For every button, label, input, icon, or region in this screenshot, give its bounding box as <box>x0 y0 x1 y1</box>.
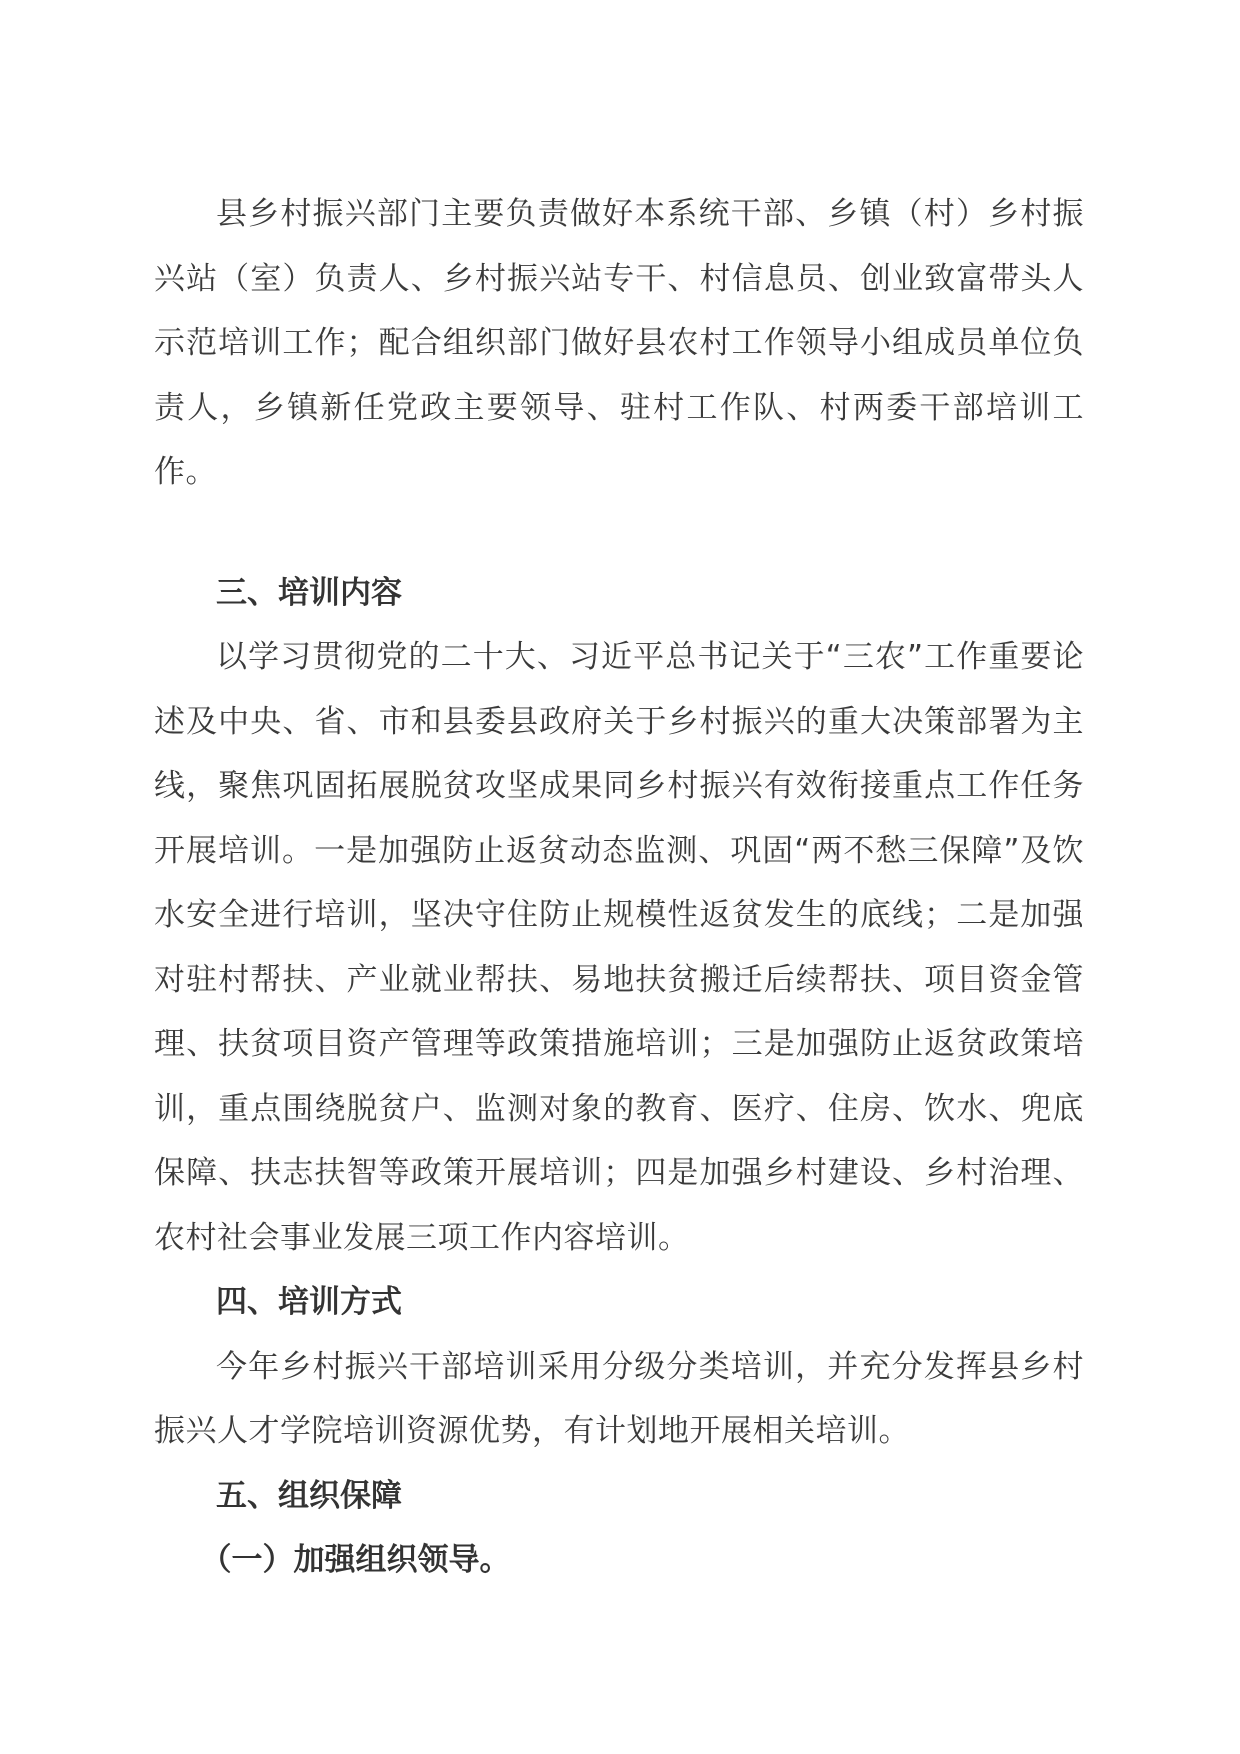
paragraph-training-content: 以学习贯彻党的二十大、习近平总书记关于“三农”工作重要论述及中央、省、市和县委县政府关于乡村振兴的重大决策部署为主线，聚焦巩固拓展脱贫攻坚成果同乡村振兴有效衔接重点工作任务开展培训。一是加强防止返贫动态监测、巩固“两不愁三保障”及饮水安全进行培训，坚决守住防止规模性返贫发生的底线；二是加强对驻村帮扶、产业就业帮扶、易地扶贫搬迁后续帮扶、项目资金管理、扶贫项目资产管理等政策措施培训；三是加强防止返贫政策培训，重点围绕脱贫户、监测对象的教育、医疗、住房、饮水、兜底保障、扶志扶智等政策开展培训；四是加强乡村建设、乡村治理、农村社会事业发展三项工作内容培训。 <box>154 639 1084 1256</box>
section-heading-training-content: 三、培训内容 <box>216 574 402 611</box>
section-heading-organization: 五、组织保障 <box>216 1477 402 1514</box>
section-heading-training-method: 四、培训方式 <box>216 1284 402 1320</box>
paragraph-training-method: 今年乡村振兴干部培训采用分级分类培训，并充分发挥县乡村振兴人才学院培训资源优势，有计划地开展相关培训。 <box>154 1348 1084 1449</box>
paragraph-duties: 县乡村振兴部门主要负责做好本系统干部、乡镇（村）乡村振兴站（室）负责人、乡村振兴站专干、村信息员、创业致富带头人示范培训工作；配合组织部门做好县农村工作领导小组成员单位负责人，乡镇新任党政主要领导、驻村工作队、村两委干部培训工作。 <box>154 196 1084 490</box>
subheading-leadership: （一）加强组织领导。 <box>200 1542 511 1578</box>
document-body <box>154 182 1084 1593</box>
section-spacer <box>154 505 1084 561</box>
